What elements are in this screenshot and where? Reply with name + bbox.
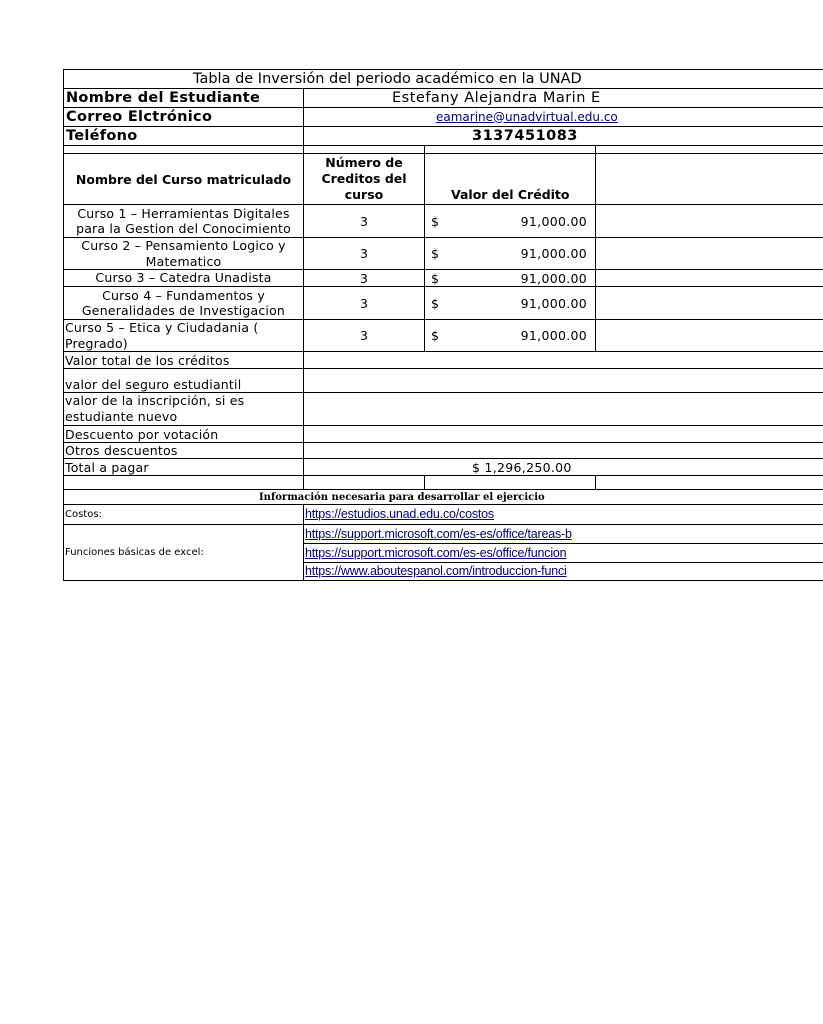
student-name-row — [63, 88, 823, 107]
header-credits: Número de Creditos del curso — [303, 153, 424, 204]
course-name: Curso 3 – Catedra Unadista — [63, 269, 303, 286]
costs-link[interactable]: https://estudios.unad.edu.co/costos — [303, 504, 823, 524]
course-credit-value — [424, 286, 595, 319]
student-name-label: Nombre del Estudiante — [63, 88, 303, 107]
info-title-row — [63, 489, 823, 504]
empty-cell — [303, 475, 424, 489]
empty-cell — [595, 153, 823, 204]
phone-value: 3137451083 — [303, 126, 823, 145]
empty-cell — [595, 237, 823, 269]
course-credit-value — [424, 269, 595, 286]
total-value: $ 1,296,250.00 — [303, 458, 823, 475]
insurance-label: valor del seguro estudiantil — [63, 368, 303, 392]
summary-row — [63, 458, 823, 475]
empty-cell — [63, 475, 303, 489]
course-row — [63, 204, 823, 237]
insurance-value — [303, 368, 823, 392]
phone-row — [63, 126, 823, 145]
amount: 91,000.00 — [520, 270, 587, 286]
other-discounts-label: Otros descuentos — [63, 442, 303, 458]
course-name: Curso 4 – Fundamentos y Generalidades de Investigacion — [63, 286, 303, 319]
total-label: Total a pagar — [63, 458, 303, 475]
currency-symbol: $ — [431, 246, 440, 261]
other-discounts-value — [303, 442, 823, 458]
empty-cell — [63, 145, 303, 153]
currency-symbol: $ — [431, 295, 440, 311]
empty-cell — [595, 204, 823, 237]
amount: 91,000.00 — [520, 295, 587, 311]
summary-row — [63, 392, 823, 425]
course-row — [63, 286, 823, 319]
empty-cell — [303, 145, 424, 153]
summary-row — [63, 351, 823, 368]
student-name-value: Estefany Alejandra Marin E — [303, 88, 823, 107]
course-credits: 3 — [303, 286, 424, 319]
spacer-row — [63, 475, 823, 489]
costs-row — [63, 504, 823, 524]
discount-vote-label: Descuento por votación — [63, 425, 303, 442]
email-link[interactable]: eamarine@unadvirtual.edu.co — [303, 107, 823, 126]
excel-label: Funciones básicas de excel: — [63, 524, 303, 581]
course-credits: 3 — [303, 237, 424, 269]
amount: 91,000.00 — [520, 246, 587, 261]
summary-row — [63, 442, 823, 458]
course-name: Curso 1 – Herramientas Digitales para la Gestion del Conocimiento — [63, 204, 303, 237]
title-row — [63, 69, 823, 88]
empty-cell — [595, 286, 823, 319]
currency-symbol: $ — [431, 213, 440, 229]
course-credit-value — [424, 237, 595, 269]
currency-symbol: $ — [431, 328, 440, 343]
email-label: Correo Elctrónico — [63, 107, 303, 126]
course-row — [63, 319, 823, 351]
currency-symbol: $ — [431, 270, 440, 286]
info-title: Información necesaria para desarrollar el ejercicio — [63, 489, 823, 504]
header-credit-value: Valor del Crédito — [424, 153, 595, 204]
course-credits: 3 — [303, 319, 424, 351]
amount: 91,000.00 — [520, 213, 587, 229]
costs-label: Costos: — [63, 504, 303, 524]
total-credits-label: Valor total de los créditos — [63, 351, 303, 368]
enrollment-value — [303, 392, 823, 425]
summary-row — [63, 368, 823, 392]
course-row — [63, 269, 823, 286]
excel-link[interactable]: https://support.microsoft.com/es-es/office/tareas-b — [303, 524, 823, 543]
excel-link[interactable]: https://support.microsoft.com/es-es/office/funcion — [303, 543, 823, 562]
empty-cell — [424, 475, 595, 489]
empty-cell — [595, 319, 823, 351]
empty-cell — [595, 269, 823, 286]
course-credit-value — [424, 319, 595, 351]
course-row — [63, 237, 823, 269]
discount-vote-value — [303, 425, 823, 442]
course-name: Curso 2 – Pensamiento Logico y Matematico — [63, 237, 303, 269]
total-credits-value — [303, 351, 823, 368]
spreadsheet-viewport — [63, 69, 618, 581]
column-header-row — [63, 153, 823, 204]
empty-cell — [595, 475, 823, 489]
course-credit-value — [424, 204, 595, 237]
excel-link[interactable]: https://www.aboutespanol.com/introduccion-funci — [303, 562, 823, 581]
course-credits: 3 — [303, 269, 424, 286]
excel-links-group — [303, 524, 823, 581]
enrollment-label: valor de la inscripción, si es estudiante nuevo — [63, 392, 303, 425]
table-title: Tabla de Inversión del periodo académico en la UNAD — [63, 69, 823, 88]
amount: 91,000.00 — [520, 328, 587, 343]
header-course-name: Nombre del Curso matriculado — [63, 153, 303, 204]
email-row — [63, 107, 823, 126]
phone-label: Teléfono — [63, 126, 303, 145]
empty-cell — [595, 145, 823, 153]
course-credits: 3 — [303, 204, 424, 237]
empty-cell — [424, 145, 595, 153]
spacer-row — [63, 145, 823, 153]
excel-row — [63, 524, 823, 581]
course-name: Curso 5 – Etica y Ciudadania ( Pregrado) — [63, 319, 303, 351]
summary-row — [63, 425, 823, 442]
